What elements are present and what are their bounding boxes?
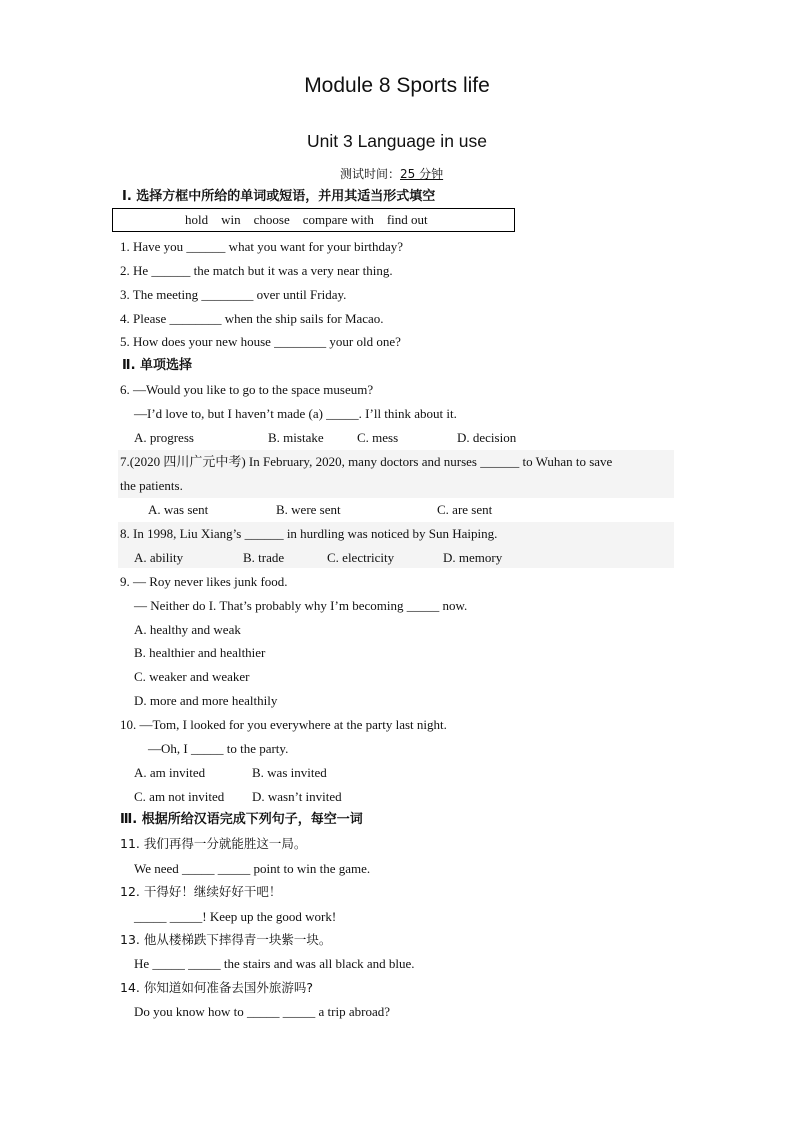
question-11-chinese: 11. 我们再得一分就能胜这一局。 (120, 836, 307, 851)
page-title: Module 8 Sports life (304, 74, 490, 97)
question-10-option-c: C. am not invited (134, 789, 225, 804)
question-9-option-a: A. healthy and weak (134, 622, 241, 637)
question-6-option-b: B. mistake (268, 430, 324, 445)
question-4: 4. Please ________ when the ship sails for Macao. (120, 311, 384, 326)
question-3: 3. The meeting ________ over until Friday. (120, 287, 347, 302)
question-12-english: _____ _____! Keep up the good work! (134, 909, 337, 924)
question-13-english: He _____ _____ the stairs and was all black and blue. (134, 956, 415, 971)
word-box: hold win choose compare with find out (112, 208, 515, 232)
question-6-option-a: A. progress (134, 430, 194, 445)
section1-heading: Ⅰ. 选择方框中所给的单词或短语，并用其适当形式填空 (122, 189, 436, 204)
question-6-stem: 6. —Would you like to go to the space museum? (120, 382, 374, 397)
question-10-option-a: A. am invited (134, 765, 206, 780)
question-12-chinese: 12. 干得好！继续好好干吧！ (120, 884, 282, 899)
question-1: 1. Have you ______ what you want for your birthday? (120, 239, 404, 254)
question-9-stem: 9. — Roy never likes junk food. (120, 574, 288, 589)
question-7-option-a: A. was sent (148, 502, 209, 517)
question-7-stem: 7.(2020 四川广元中考) In February, 2020, many doctors and nurses ______ to Wuhan to save (120, 454, 613, 469)
section3-heading: Ⅲ. 根据所给汉语完成下列句子，每空一词 (120, 812, 363, 827)
question-9-option-c: C. weaker and weaker (134, 669, 250, 684)
question-6-option-d: D. decision (457, 430, 517, 445)
test-time (340, 165, 443, 182)
question-8-stem: 8. In 1998, Liu Xiang’s ______ in hurdling was noticed by Sun Haiping. (120, 526, 498, 541)
question-7-stem-cont: the patients. (120, 478, 183, 493)
question-14-english: Do you know how to _____ _____ a trip abroad? (134, 1004, 390, 1019)
question-8-option-d: D. memory (443, 550, 503, 565)
question-10-dialog: —Oh, I _____ to the party. (148, 741, 289, 756)
question-2: 2. He ______ the match but it was a very near thing. (120, 263, 393, 278)
question-6-dialog: —I’d love to, but I haven’t made (a) _____. I’ll think about it. (134, 406, 457, 421)
question-9-option-b: B. healthier and healthier (134, 645, 266, 660)
question-10-stem: 10. —Tom, I looked for you everywhere at the party last night. (120, 717, 447, 732)
question-8-option-c: C. electricity (327, 550, 395, 565)
test-time-value: 25 分钟 (400, 167, 444, 181)
question-10-option-b: B. was invited (252, 765, 327, 780)
question-11-english: We need _____ _____ point to win the game. (134, 861, 371, 876)
question-9-option-d: D. more and more healthily (134, 693, 278, 708)
question-5: 5. How does your new house ________ your old one? (120, 334, 401, 349)
question-7-option-b: B. were sent (276, 502, 341, 517)
question-13-chinese: 13. 他从楼梯跌下摔得青一块紫一块。 (120, 932, 332, 947)
question-7-option-c: C. are sent (437, 502, 493, 517)
question-8-option-b: B. trade (243, 550, 285, 565)
question-14-chinese: 14. 你知道如何准备去国外旅游吗? (120, 980, 313, 995)
question-10-option-d: D. wasn’t invited (252, 789, 342, 804)
test-time-label: 测试时间： (340, 167, 401, 181)
question-6-option-c: C. mess (357, 430, 399, 445)
page-subtitle: Unit 3 Language in use (307, 131, 487, 151)
question-8-option-a: A. ability (134, 550, 184, 565)
question-9-dialog: — Neither do I. That’s probably why I’m becoming _____ now. (134, 598, 468, 613)
section2-heading: Ⅱ. 单项选择 (122, 358, 193, 373)
